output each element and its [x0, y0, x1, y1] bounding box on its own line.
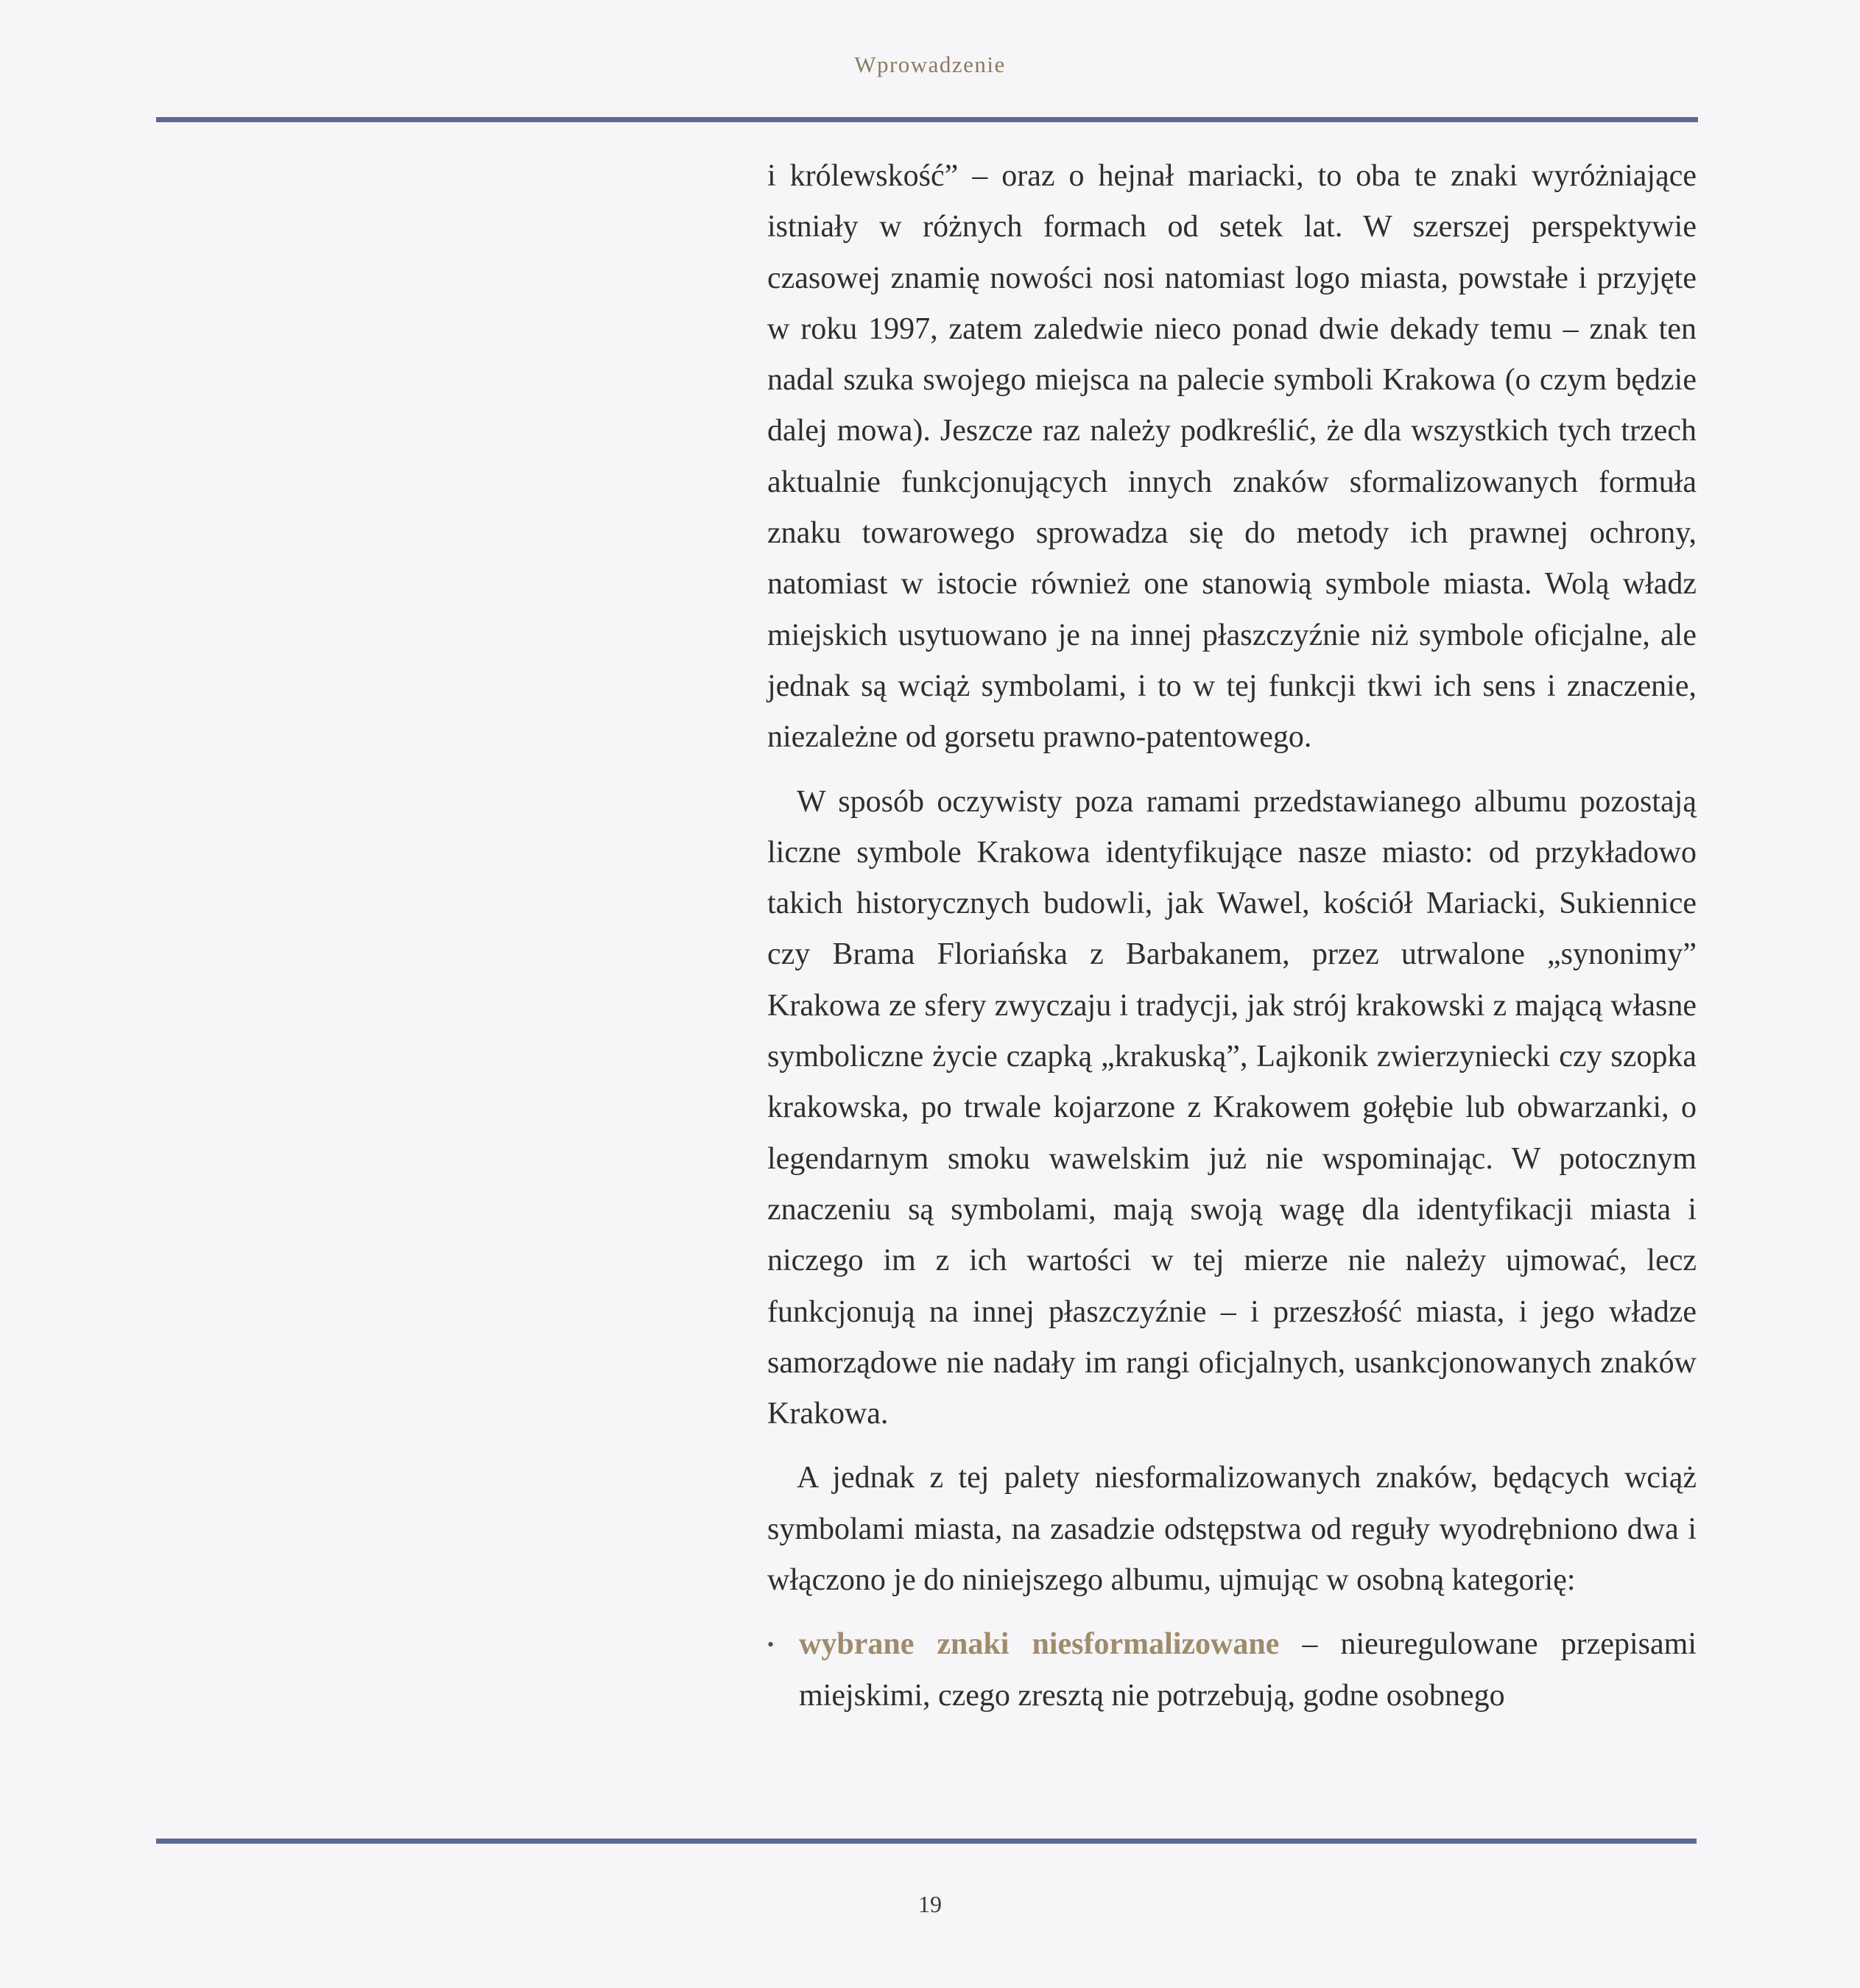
- bullet-icon: •: [767, 1634, 775, 1656]
- paragraph-2: W sposób oczywisty poza ramami przedstawianego albumu pozostają liczne symbole Krakowa identyfikujące nasze miasto: od przykładowo takich historycznych budowli, jak Wawel, kościół Mariacki, Sukiennice czy Brama Floriańska z Barbakanem, przez utrwalone „synonimy” Krakowa ze sfery zwyczaju i tradycji, jak strój krakowski z mającą własne symboliczne życie czapką „krakuską”, Lajkonik zwierzyniecki czy szopka krakowska, po trwale kojarzone z Krakowem gołębie lub obwarzanki, o legendarnym smoku wawelskim już nie wspominając. W potocznym znaczeniu są symbolami, mają swoją wagę dla identyfikacji miasta i niczego im z ich wartości w tej mierze nie należy ujmować, lecz funkcjonują na innej płaszczyźnie – i przeszłość miasta, i jego władze samorządowe nie nadały im rangi oficjalnych, usankcjonowanych znaków Krakowa.: [767, 784, 1697, 1431]
- bottom-rule: [156, 1839, 1697, 1844]
- text-column: [767, 151, 1697, 1721]
- running-head-title: Wprowadzenie: [854, 52, 1006, 77]
- page-number: 19: [918, 1891, 942, 1917]
- list-item-term: wybrane znaki niesformalizowane: [799, 1627, 1280, 1662]
- list-item-text: – nieuregulowane przepisami miejskimi, czego zresztą nie potrzebują, godne osobnego: [799, 1627, 1697, 1713]
- paragraph-1: i królewskość” – oraz o hejnał mariacki, to oba te znaki wyróżniające istniały w różnych formach od setek lat. W szerszej perspektywie czasowej znamię nowości nosi natomiast logo miasta, powstałe i przyjęte w roku 1997, zatem zaledwie nieco ponad dwie dekady temu – znak ten nadal szuka swojego miejsca na palecie symboli Krakowa (o czym będzie dalej mowa). Jeszcze raz należy podkreślić, że dla wszystkich tych trzech aktualnie funkcjonujących innych znaków sformalizowanych formuła znaku towarowego sprowadza się do metody ich prawnej ochrony, natomiast w istocie również one stanowią symbole miasta. Wolą władz miejskich usytuowano je na innej płaszczyźnie niż symbole oficjalne, ale jednak są wciąż symbolami, i to w tej funkcji tkwi ich sens i znaczenie, niezależne od gorsetu prawno-patentowego.: [767, 159, 1697, 755]
- paragraph-3: A jednak z tej palety niesformalizowanych znaków, będących wciąż symbolami miasta, na zasadzie odstępstwa od reguły wyodrębniono dwa i włączono je do niniejszego albumu, ujmując w osobną kategorię:: [767, 1461, 1697, 1598]
- category-list: [767, 1619, 1697, 1721]
- top-rule: [156, 117, 1698, 122]
- list-item: [767, 1619, 1697, 1721]
